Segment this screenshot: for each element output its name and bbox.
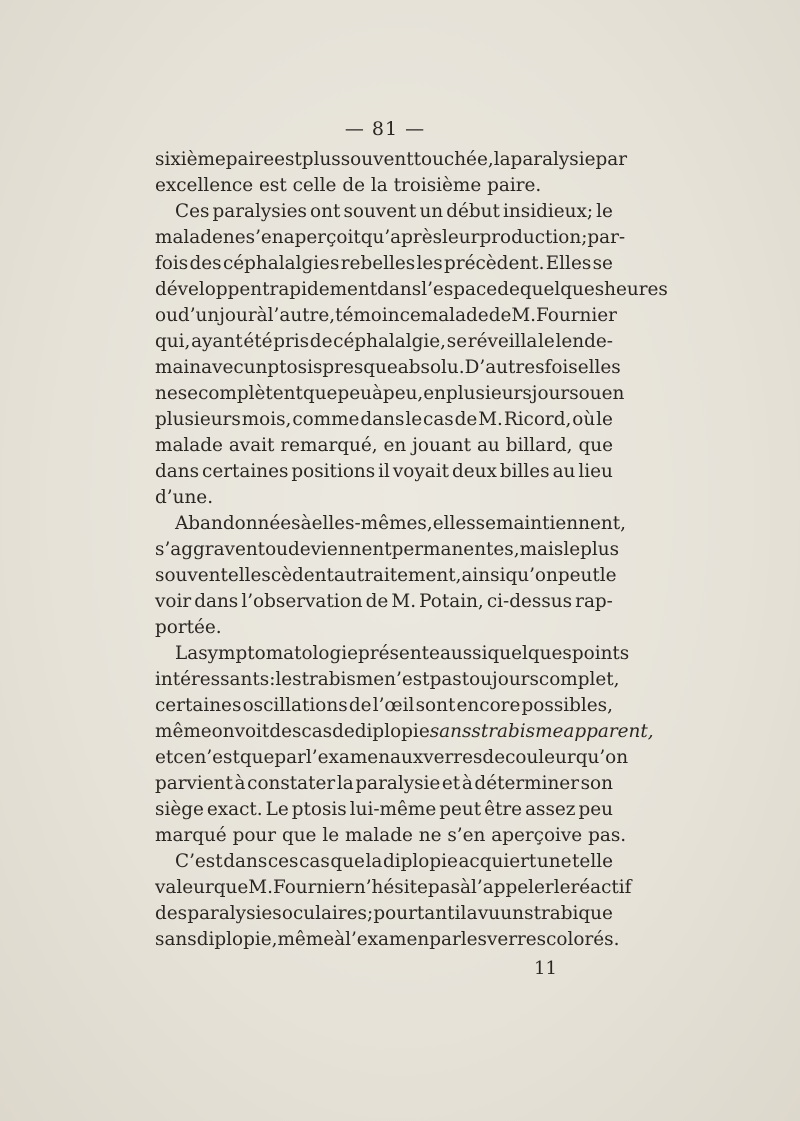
page-number: — 81 — — [344, 118, 426, 140]
text-line: s’aggravent ou deviennent permanentes, mais le plus — [155, 539, 620, 560]
text-line: plusieurs mois, comme dans le cas de M. Ricord, où le — [155, 409, 613, 430]
text-line: dans certaines positions il voyait deux billes au lieu — [155, 461, 613, 482]
text-line: et ce n’est que par l’examen aux verres de couleur qu’on — [155, 747, 629, 768]
body-text — [155, 147, 668, 953]
text-line: développent rapidement dans l’espace de quelques heures — [155, 279, 668, 300]
text-line: même on voit des cas de diplopie sans strabisme apparent, — [155, 721, 654, 742]
text-line: parvient à constater la paralysie et à déterminer son — [155, 773, 613, 794]
text-line: excellence est celle de la troisième paire. — [155, 175, 542, 196]
text-line: malade avait remarqué, en jouant au billard, que — [155, 435, 613, 456]
text-line: certaines oscillations de l’œil sont encore possibles, — [155, 695, 613, 716]
text-line: sans diplopie, même à l’examen par les verres colorés. — [155, 929, 620, 950]
text-line: souvent elles cèdent au traitement, ainsi qu’on peut le — [155, 565, 617, 586]
text-line: portée. — [155, 617, 222, 638]
text-line: qui, ayant été pris de céphalalgie, se réveilla le lende- — [155, 331, 613, 352]
text-line: malade ne s’en aperçoit qu’après leur production ; par- — [155, 227, 626, 248]
text-line: intéressants : le strabisme n’est pas toujours complet, — [155, 669, 620, 690]
signature-mark: 11 — [534, 958, 557, 979]
text-line: C’est dans ces cas que la diplopie acquiert une telle — [175, 851, 613, 872]
text-line: Ces paralysies ont souvent un début insidieux; le — [175, 201, 613, 222]
text-line: des paralysies oculaires; pourtant il a vu un strabique — [155, 903, 613, 924]
text-line: voir dans l’observation de M. Potain, ci-dessus rap- — [155, 591, 613, 612]
text-line: La symptomatologie présente aussi quelques points — [175, 643, 630, 664]
text-line: marqué pour que le malade ne s’en aperçoive pas. — [155, 825, 627, 846]
text-line: valeur que M. Fournier n’hésite pas à l’appeler le réactif — [155, 877, 632, 898]
text-line: d’une. — [155, 487, 214, 508]
text-line: main avec un ptosis presque absolu. D’autres fois elles — [155, 357, 621, 378]
text-line: sixième paire est plus souvent touchée, la paralysie par — [155, 149, 628, 170]
text-line: siège exact. Le ptosis lui-même peut être assez peu — [155, 799, 613, 820]
text-line: ou d’un jour à l’autre, témoin ce malade de M. Fournier — [155, 305, 617, 326]
text-line: Abandonnées à elles-mêmes, elles se maintiennent, — [175, 513, 626, 534]
text-line: fois des céphalalgies rebelles les précèdent. Elles se — [155, 253, 613, 274]
text-line: ne se complètent que peu à peu, en plusieurs jours ou en — [155, 383, 625, 404]
